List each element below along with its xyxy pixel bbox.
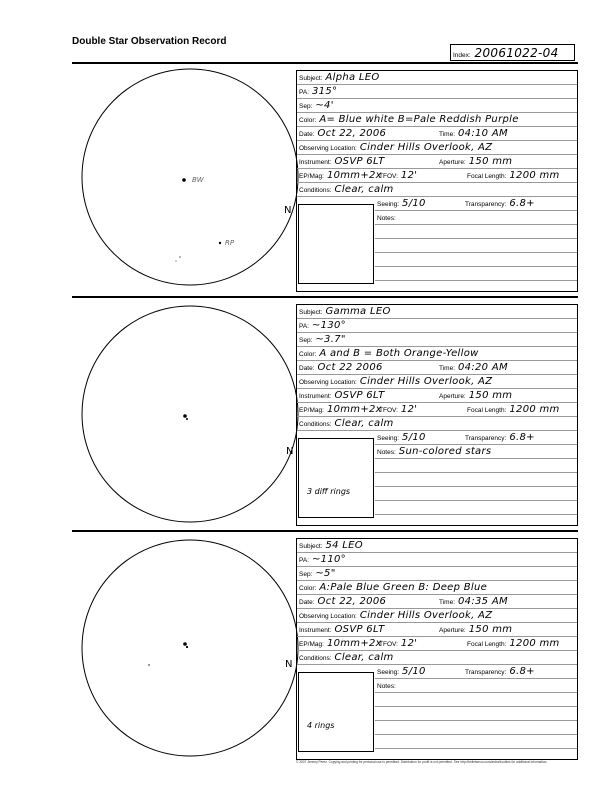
pa-value: ~110° <box>312 554 346 565</box>
notes-line[interactable] <box>375 693 577 707</box>
conditions-value: Clear, calm <box>334 418 394 429</box>
field-transparency[interactable] <box>463 665 577 679</box>
field-date[interactable] <box>297 595 437 609</box>
field-notes[interactable] <box>375 679 577 693</box>
notes-value: Sun-colored stars <box>398 446 492 457</box>
field-subject[interactable] <box>297 539 577 553</box>
location-value: Cinder Hills Overlook, AZ <box>359 376 493 387</box>
pa-value: ~130° <box>312 320 346 331</box>
transparency-label: Transparency: <box>465 435 507 442</box>
form-row <box>297 333 577 347</box>
field-time[interactable] <box>437 595 577 609</box>
location-value: Cinder Hills Overlook, AZ <box>359 610 493 621</box>
observation-form <box>296 304 578 526</box>
field-time[interactable] <box>437 361 577 375</box>
notes-line[interactable] <box>375 239 577 253</box>
form-row <box>297 113 577 127</box>
time-value: 04:10 AM <box>458 128 508 139</box>
aperture-value: 150 mm <box>468 156 513 167</box>
field-tfov[interactable] <box>377 169 465 183</box>
ep-mag-label: EP/Mag: <box>299 641 324 648</box>
form-row <box>297 183 577 197</box>
subject-value: Alpha LEO <box>325 72 380 83</box>
seeing-label: Seeing: <box>377 435 400 442</box>
field-color[interactable] <box>297 347 577 361</box>
field-tfov[interactable] <box>377 637 465 651</box>
field-conditions[interactable] <box>297 183 577 197</box>
form-row <box>297 539 577 553</box>
subject-label: Subject: <box>299 75 323 82</box>
observation-record-3 <box>72 532 578 762</box>
notes-line[interactable] <box>375 487 577 501</box>
index-label: Index: <box>453 52 471 59</box>
transparency-value: 6.8+ <box>509 666 535 677</box>
conditions-label: Conditions: <box>299 187 332 194</box>
notes-line[interactable] <box>375 459 577 473</box>
color-label: Color: <box>299 351 317 358</box>
observation-record-2 <box>72 298 578 528</box>
form-row <box>297 651 577 665</box>
eyepiece-field-sketch <box>72 532 302 762</box>
ep-mag-value: 10mm+2x <box>326 638 382 649</box>
field-ep-mag[interactable] <box>297 403 382 417</box>
form-row <box>297 305 577 319</box>
conditions-value: Clear, calm <box>334 184 394 195</box>
field-aperture[interactable] <box>437 623 577 637</box>
subject-label: Subject: <box>299 543 323 550</box>
color-value: A:Pale Blue Green B: Deep Blue <box>319 582 488 593</box>
field-pa[interactable] <box>297 553 577 567</box>
pa-label: PA: <box>299 323 309 330</box>
form-row <box>297 375 577 389</box>
field-color[interactable] <box>297 113 577 127</box>
location-label: Observing Location: <box>299 379 357 386</box>
field-subject[interactable] <box>297 305 577 319</box>
field-notes[interactable] <box>375 445 577 459</box>
star-dot <box>148 664 149 665</box>
field-seeing[interactable] <box>375 665 463 679</box>
detail-sketch-box <box>298 672 374 752</box>
star-dot <box>219 242 221 244</box>
notes-label: Notes: <box>377 683 396 690</box>
tfov-label: TFOV: <box>379 641 398 648</box>
transparency-value: 6.8+ <box>509 432 535 443</box>
time-label: Time: <box>439 599 456 606</box>
sep-label: Sep: <box>299 571 313 578</box>
date-value: Oct 22, 2006 <box>317 128 387 139</box>
field-pa[interactable] <box>297 85 577 99</box>
focal-length-label: Focal Length: <box>467 641 507 648</box>
form-row <box>297 567 577 581</box>
star-color-label: RP <box>225 239 235 247</box>
form-row <box>297 347 577 361</box>
field-time[interactable] <box>437 127 577 141</box>
observation-form <box>296 538 578 760</box>
star-dot <box>186 646 188 648</box>
star-dot <box>182 178 186 182</box>
date-label: Date: <box>299 131 315 138</box>
transparency-label: Transparency: <box>465 669 507 676</box>
field-instrument[interactable] <box>297 155 437 169</box>
notes-line[interactable] <box>375 721 577 735</box>
form-row <box>297 99 577 113</box>
ep-mag-value: 10mm+2x <box>326 404 382 415</box>
conditions-label: Conditions: <box>299 421 332 428</box>
instrument-value: OSVP 6LT <box>334 624 385 635</box>
form-row <box>297 417 577 431</box>
focal-length-value: 1200 mm <box>509 404 560 415</box>
sep-value: ~4' <box>315 100 334 111</box>
pa-label: PA: <box>299 557 309 564</box>
transparency-value: 6.8+ <box>509 198 535 209</box>
star-dot <box>186 418 188 420</box>
form-row <box>297 623 577 637</box>
aperture-label: Aperture: <box>439 159 466 166</box>
tfov-value: 12' <box>400 404 418 415</box>
color-value: A and B = Both Orange-Yellow <box>319 348 479 359</box>
field-ep-mag[interactable] <box>297 637 382 651</box>
form-row <box>375 679 577 693</box>
field-transparency[interactable] <box>463 431 577 445</box>
subject-label: Subject: <box>299 309 323 316</box>
conditions-value: Clear, calm <box>334 652 394 663</box>
form-row <box>297 319 577 333</box>
field-focal-length[interactable] <box>465 169 577 183</box>
instrument-label: Instrument: <box>299 159 332 166</box>
field-focal-length[interactable] <box>465 637 577 651</box>
field-focal-length[interactable] <box>465 403 577 417</box>
sketch-note: 4 rings <box>307 721 335 730</box>
sketch-note: 3 diff rings <box>307 487 351 496</box>
field-subject[interactable] <box>297 71 577 85</box>
field-pa[interactable] <box>297 319 577 333</box>
form-row <box>297 71 577 85</box>
index-field[interactable] <box>450 44 575 61</box>
seeing-label: Seeing: <box>377 201 400 208</box>
pa-label: PA: <box>299 89 309 96</box>
form-row <box>375 431 577 445</box>
notes-line[interactable] <box>375 473 577 487</box>
field-of-view-circle <box>82 69 298 285</box>
focal-length-label: Focal Length: <box>467 173 507 180</box>
detail-sketch-box <box>298 204 374 284</box>
focal-length-value: 1200 mm <box>509 170 560 181</box>
tfov-label: TFOV: <box>379 173 398 180</box>
field-date[interactable] <box>297 361 437 375</box>
color-label: Color: <box>299 585 317 592</box>
field-conditions[interactable] <box>297 417 577 431</box>
focal-length-value: 1200 mm <box>509 638 560 649</box>
instrument-label: Instrument: <box>299 393 332 400</box>
field-tfov[interactable] <box>377 403 465 417</box>
star-dot <box>179 256 180 257</box>
field-location[interactable] <box>297 141 577 155</box>
notes-line[interactable] <box>375 225 577 239</box>
ep-mag-value: 10mm+2x <box>326 170 382 181</box>
field-color[interactable] <box>297 581 577 595</box>
star-dot <box>183 414 187 418</box>
time-value: 04:35 AM <box>458 596 508 607</box>
notes-line[interactable] <box>375 735 577 749</box>
location-value: Cinder Hills Overlook, AZ <box>359 142 493 153</box>
field-date[interactable] <box>297 127 437 141</box>
transparency-label: Transparency: <box>465 201 507 208</box>
field-aperture[interactable] <box>437 155 577 169</box>
seeing-value: 5/10 <box>402 666 426 677</box>
date-value: Oct 22 2006 <box>317 362 383 373</box>
form-row <box>375 445 577 459</box>
color-value: A= Blue white B=Pale Reddish Purple <box>319 114 519 125</box>
field-location[interactable] <box>297 609 577 623</box>
seeing-value: 5/10 <box>402 432 426 443</box>
north-marker: N <box>285 659 293 670</box>
aperture-value: 150 mm <box>468 624 513 635</box>
form-row <box>297 609 577 623</box>
north-marker: N <box>284 205 292 216</box>
sep-value: ~5" <box>315 568 336 579</box>
form-row <box>297 85 577 99</box>
form-row <box>297 169 577 183</box>
focal-length-label: Focal Length: <box>467 407 507 414</box>
tfov-label: TFOV: <box>379 407 398 414</box>
field-seeing[interactable] <box>375 431 463 445</box>
field-seeing[interactable] <box>375 197 463 211</box>
form-row <box>297 155 577 169</box>
pa-value: 315° <box>312 86 338 97</box>
tfov-value: 12' <box>400 170 418 181</box>
form-row <box>297 553 577 567</box>
time-value: 04:20 AM <box>458 362 508 373</box>
date-label: Date: <box>299 365 315 372</box>
color-label: Color: <box>299 117 317 124</box>
location-label: Observing Location: <box>299 613 357 620</box>
field-instrument[interactable] <box>297 389 437 403</box>
field-sep[interactable] <box>297 333 577 347</box>
field-conditions[interactable] <box>297 651 577 665</box>
field-instrument[interactable] <box>297 623 437 637</box>
page-title: Double Star Observation Record <box>72 36 227 47</box>
field-of-view-circle <box>82 540 298 756</box>
form-row <box>297 389 577 403</box>
conditions-label: Conditions: <box>299 655 332 662</box>
instrument-label: Instrument: <box>299 627 332 634</box>
notes-label: Notes: <box>377 215 396 222</box>
location-label: Observing Location: <box>299 145 357 152</box>
field-ep-mag[interactable] <box>297 169 382 183</box>
field-location[interactable] <box>297 375 577 389</box>
aperture-value: 150 mm <box>468 390 513 401</box>
seeing-label: Seeing: <box>377 669 400 676</box>
index-value: 20061022-04 <box>474 46 559 60</box>
form-row <box>297 361 577 375</box>
star-dot <box>176 261 177 262</box>
subject-value: Gamma LEO <box>325 306 391 317</box>
notes-line[interactable] <box>375 707 577 721</box>
aperture-label: Aperture: <box>439 627 466 634</box>
form-row <box>375 211 577 225</box>
notes-line[interactable] <box>375 501 577 515</box>
north-marker: N <box>286 446 294 457</box>
eyepiece-field-sketch <box>72 64 302 294</box>
tfov-value: 12' <box>400 638 418 649</box>
detail-sketch-box <box>298 438 374 518</box>
eyepiece-field-sketch <box>72 298 302 528</box>
observation-form <box>296 70 578 292</box>
seeing-value: 5/10 <box>402 198 426 209</box>
time-label: Time: <box>439 131 456 138</box>
form-row <box>297 581 577 595</box>
ep-mag-label: EP/Mag: <box>299 407 324 414</box>
form-row <box>297 141 577 155</box>
sep-label: Sep: <box>299 337 313 344</box>
subject-value: 54 LEO <box>325 540 363 551</box>
field-aperture[interactable] <box>437 389 577 403</box>
notes-line[interactable] <box>375 267 577 281</box>
ep-mag-label: EP/Mag: <box>299 173 324 180</box>
instrument-value: OSVP 6LT <box>334 390 385 401</box>
form-row <box>375 197 577 211</box>
aperture-label: Aperture: <box>439 393 466 400</box>
notes-line[interactable] <box>375 253 577 267</box>
observation-record-1 <box>72 64 578 294</box>
sep-label: Sep: <box>299 103 313 110</box>
star-color-label: BW <box>192 176 204 184</box>
instrument-value: OSVP 6LT <box>334 156 385 167</box>
time-label: Time: <box>439 365 456 372</box>
form-row <box>297 127 577 141</box>
copyright-footer: © 2007 Jeremy Perez. Copying and printing for personal use is permitted. Distribution for profit is not permitted. See http://belletsmoo.com/astro/doubles for additional information. <box>296 760 548 764</box>
field-transparency[interactable] <box>463 197 577 211</box>
field-sep[interactable] <box>297 567 577 581</box>
form-row <box>297 595 577 609</box>
field-of-view-circle <box>82 306 298 522</box>
sep-value: ~3.7" <box>315 334 346 345</box>
field-notes[interactable] <box>375 211 577 225</box>
date-label: Date: <box>299 599 315 606</box>
date-value: Oct 22, 2006 <box>317 596 387 607</box>
notes-label: Notes: <box>377 449 396 456</box>
form-row <box>297 403 577 417</box>
star-dot <box>183 642 187 646</box>
form-row <box>375 665 577 679</box>
form-row <box>297 637 577 651</box>
field-sep[interactable] <box>297 99 577 113</box>
